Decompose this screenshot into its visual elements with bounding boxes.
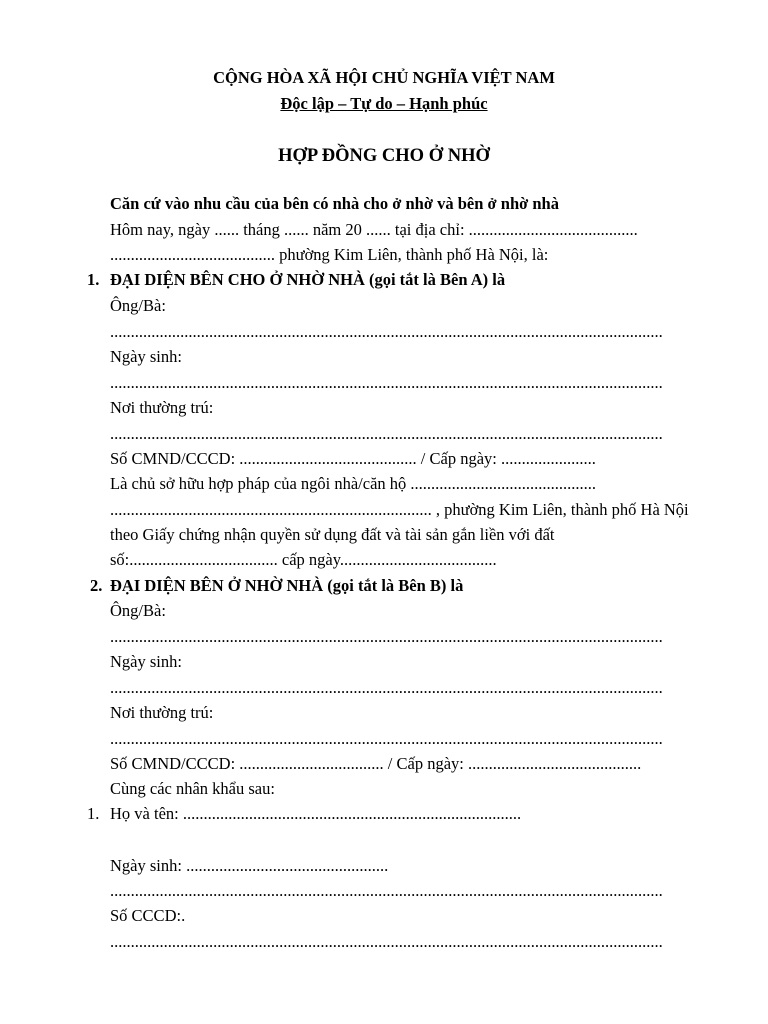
party-b-heading: ĐẠI DIỆN BÊN Ở NHỜ NHÀ (gọi tắt là Bên B) là: [110, 576, 464, 595]
country-heading: CỘNG HÒA XÃ HỘI CHỦ NGHĨA VIỆT NAM: [213, 68, 555, 87]
basis-text: Căn cứ vào nhu cầu của bên có nhà cho ở nhờ và bên ở nhờ nhà: [110, 194, 559, 213]
party-a-name-label: Ông/Bà:: [110, 296, 166, 315]
party-a-residence-label: Nơi thường trú:: [110, 398, 214, 417]
party-a-owner-line: Là chủ sở hữu hợp pháp của ngôi nhà/căn hộ .............................................: [110, 474, 597, 493]
party-a-number: 1.: [87, 270, 100, 289]
party-b-residence-dots: ......................................................................................................................................: [110, 729, 663, 748]
party-b-name-dots: ......................................................................................................................................: [110, 627, 663, 646]
party-a-certificate-no: số:.................................... cấp ngày......................................: [110, 550, 497, 569]
party-a-name-dots: ......................................................................................................................................: [110, 322, 663, 341]
motto: Độc lập – Tự do – Hạnh phúc: [280, 94, 488, 113]
party-b-residence-label: Nơi thường trú:: [110, 703, 214, 722]
party-b-name-label: Ông/Bà:: [110, 601, 166, 620]
member-1-name-line: Họ và tên: ..................................................................................: [110, 804, 522, 823]
party-a-id-line: Số CMND/CCCD: ........................................... / Cấp ngày: .......................: [110, 449, 596, 468]
party-b-number: 2.: [90, 576, 103, 595]
party-a-dob-dots: ......................................................................................................................................: [110, 373, 663, 392]
member-1-dob-dots: ......................................................................................................................................: [110, 881, 663, 900]
party-b-dob-label: Ngày sinh:: [110, 652, 182, 671]
party-b-id-line: Số CMND/CCCD: ................................... / Cấp ngày: ..........................................: [110, 754, 642, 773]
party-a-residence-dots: ......................................................................................................................................: [110, 424, 663, 443]
member-1-id-dots: ......................................................................................................................................: [110, 932, 663, 951]
member-1-id-label: Số CCCD:.: [110, 906, 186, 925]
address-line: ........................................ phường Kim Liên, thành phố Hà Nội, là:: [110, 245, 549, 264]
member-1-number: 1.: [87, 804, 100, 823]
household-label: Cùng các nhân khẩu sau:: [110, 779, 275, 798]
party-a-dob-label: Ngày sinh:: [110, 347, 182, 366]
party-b-dob-dots: ......................................................................................................................................: [110, 678, 663, 697]
party-a-owner-address: .............................................................................. , phường Kim Liên, thành phố Hà Nội: [110, 500, 689, 519]
contract-title: HỢP ĐỒNG CHO Ở NHỜ: [278, 146, 490, 166]
date-line: Hôm nay, ngày ...... tháng ...... năm 20 ...... tại địa chỉ: .........................................: [110, 220, 638, 239]
party-a-certificate-line: theo Giấy chứng nhận quyền sử dụng đất và tài sản gắn liền với đất: [110, 525, 555, 544]
party-a-heading: ĐẠI DIỆN BÊN CHO Ở NHỜ NHÀ (gọi tắt là Bên A) là: [110, 270, 506, 289]
member-1-dob-line: Ngày sinh: .................................................: [110, 856, 389, 875]
